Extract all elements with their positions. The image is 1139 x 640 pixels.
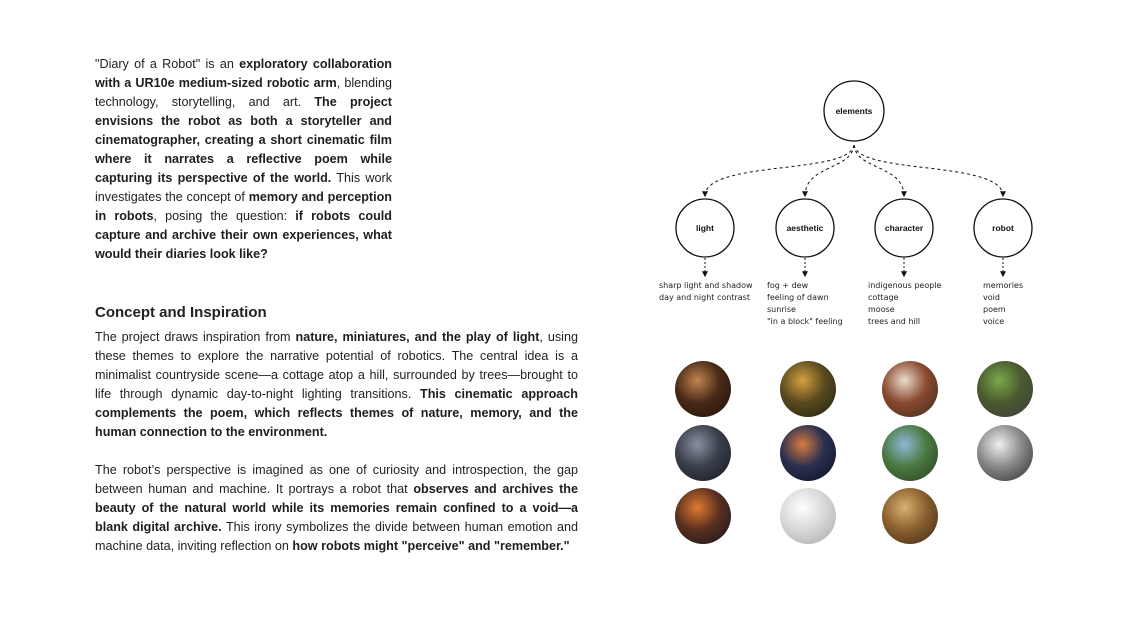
text-run: "Diary of a Robot" is an bbox=[95, 57, 240, 71]
text-run: , blending technology, storytelling, and art. bbox=[95, 76, 392, 109]
item-text: poem bbox=[983, 305, 1006, 314]
items-robot bbox=[983, 281, 1023, 326]
items-light bbox=[659, 281, 753, 302]
bold-text-run: if robots could capture and archive their own experiences, what would their diaries look like? bbox=[95, 209, 392, 261]
node-root-label: elements bbox=[835, 106, 873, 116]
node-character bbox=[875, 199, 933, 257]
node-robot bbox=[974, 199, 1032, 257]
character-headdress-portrait-thumb bbox=[882, 361, 938, 417]
item-text: day and night contrast bbox=[659, 293, 750, 302]
item-text: void bbox=[983, 293, 1000, 302]
text-run: The project draws inspiration from bbox=[95, 330, 296, 344]
text-run: This irony symbolizes the divide between human emotion and machine data, inviting reflection on bbox=[95, 520, 578, 553]
robot-metal-cube-thumb bbox=[977, 425, 1033, 481]
text-run: , posing the question: bbox=[153, 209, 296, 223]
bold-text-run: observes and archives the beauty of the natural world while its memories remain confined to a void—a blank digital archive. bbox=[95, 482, 578, 534]
aesthetic-misty-forest-thumb bbox=[780, 361, 836, 417]
bold-text-run: exploratory collaboration with a UR10e medium-sized robotic arm bbox=[95, 57, 392, 90]
items-aesthetic bbox=[767, 281, 843, 326]
text-run: , using these themes to explore the narrative potential of robotics. The central idea is a minimalist countryside scene—a cottage atop a hill, surrounded by trees—brought to life through dynamic day-to-night lighting transitions. bbox=[95, 330, 578, 401]
item-text: trees and hill bbox=[868, 317, 921, 326]
item-text: fog + dew bbox=[767, 281, 809, 290]
item-text: sunrise bbox=[767, 305, 796, 314]
node-light bbox=[676, 199, 734, 257]
light-room-shadow-thumb bbox=[675, 425, 731, 481]
item-text: indigenous people bbox=[868, 281, 942, 290]
bold-text-run: nature, miniatures, and the play of light bbox=[295, 330, 540, 344]
connector-light bbox=[705, 145, 854, 196]
connector-aesthetic bbox=[805, 145, 854, 196]
aesthetic-night-horizon-thumb bbox=[780, 425, 836, 481]
node-robot-label: robot bbox=[992, 223, 1014, 233]
node-aesthetic-label: aesthetic bbox=[786, 223, 824, 233]
bold-text-run: This cinematic approach complements the poem, which reflects themes of nature, memory, and the human connection to the environment. bbox=[95, 387, 578, 439]
robot-grass-block-thumb bbox=[977, 361, 1033, 417]
bold-text-run: how robots might "perceive" and "remember." bbox=[292, 539, 570, 553]
character-moose-thumb bbox=[882, 488, 938, 544]
item-text: memories bbox=[983, 281, 1024, 290]
aesthetic-white-void-thumb bbox=[780, 488, 836, 544]
node-aesthetic bbox=[776, 199, 834, 257]
connector-robot bbox=[854, 145, 1003, 196]
text-run: This work investigates the concept of bbox=[95, 171, 392, 204]
item-text: moose bbox=[868, 305, 895, 314]
items-character bbox=[868, 281, 942, 326]
bold-text-run: memory and perception in robots bbox=[95, 190, 393, 223]
concept-title: Concept and Inspiration bbox=[95, 304, 267, 321]
text-run: The robot’s perspective is imagined as one of curiosity and introspection, the gap between human and machine. It portrays a robot that bbox=[95, 463, 578, 496]
item-text: cottage bbox=[868, 293, 899, 302]
bold-text-run: The project envisions the robot as both a storyteller and cinematographer, creating a short cinematic film where it narrates a reflective poem while capturing its perspective of the world. bbox=[95, 95, 392, 185]
node-light-label: light bbox=[696, 223, 714, 233]
light-doorway-glow-thumb bbox=[675, 488, 731, 544]
item-text: sharp light and shadow bbox=[659, 281, 753, 290]
light-cottage-interior-thumb bbox=[675, 361, 731, 417]
node-character-label: character bbox=[884, 223, 924, 233]
item-text: feeling of dawn bbox=[767, 293, 829, 302]
item-text: "in a block" feeling bbox=[767, 317, 843, 326]
character-hill-cottage-thumb bbox=[882, 425, 938, 481]
item-text: voice bbox=[983, 317, 1005, 326]
connector-character bbox=[854, 145, 904, 196]
